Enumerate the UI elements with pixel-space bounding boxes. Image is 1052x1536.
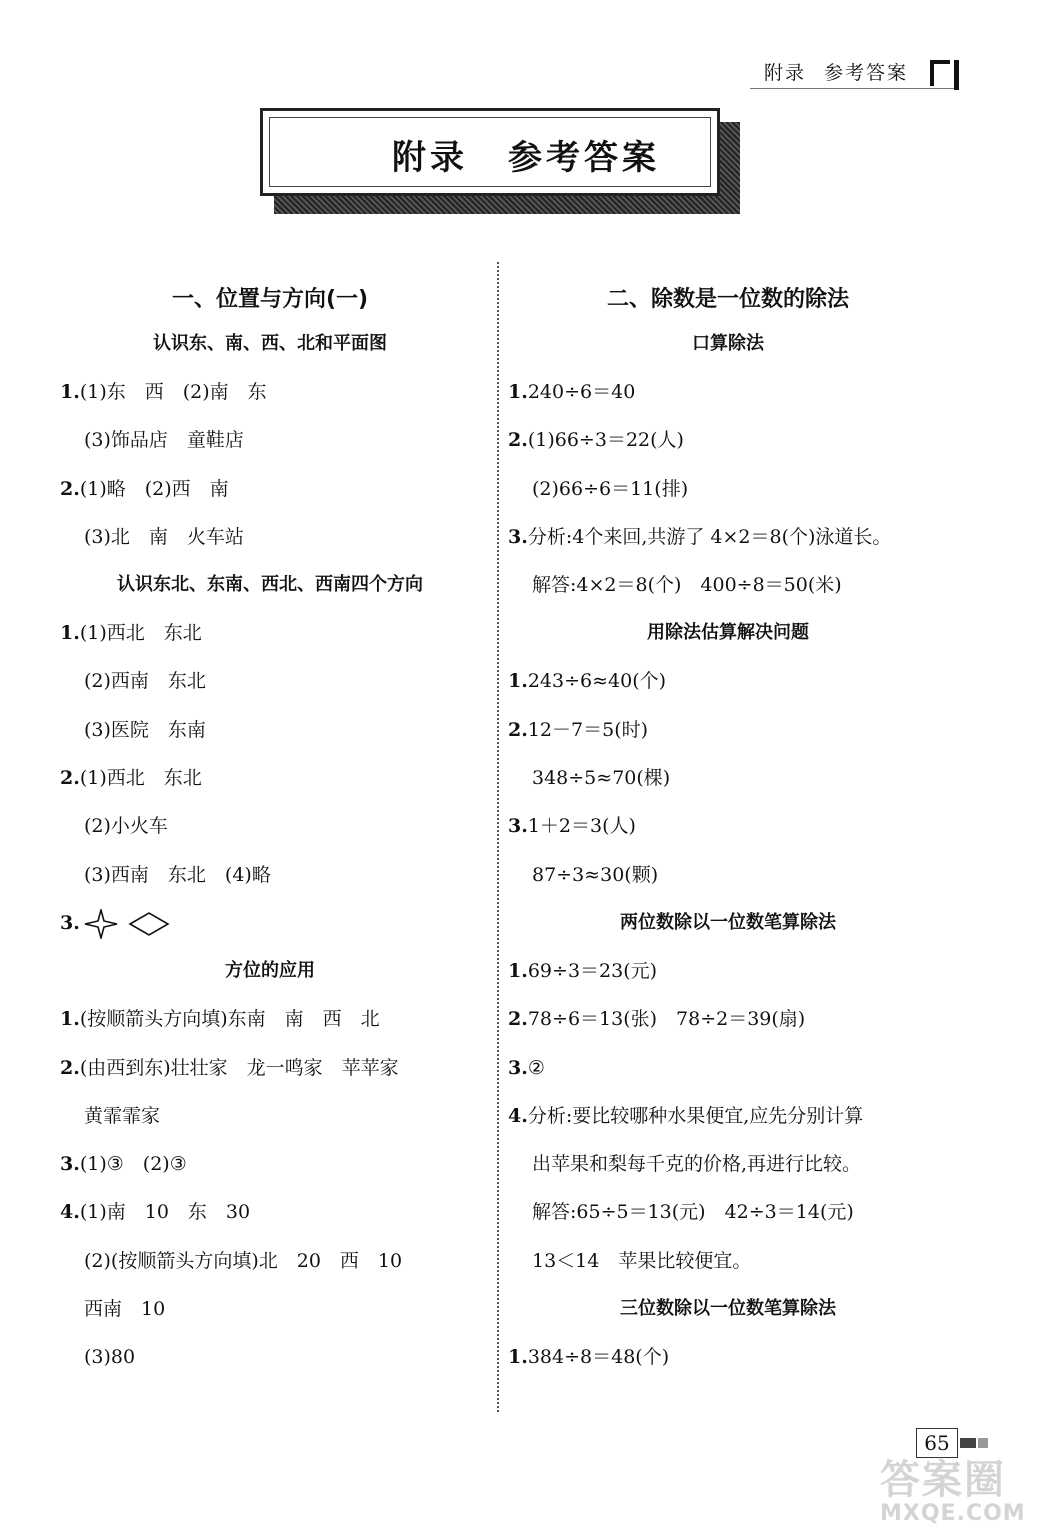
question-number: 2. <box>60 477 80 500</box>
answer-text: (1)66÷3＝22(人) <box>527 429 684 452</box>
answer-line <box>508 1188 948 1236</box>
page-number-decoration <box>978 1438 988 1448</box>
answer-line <box>60 416 480 464</box>
question-number: 3. <box>508 1056 528 1079</box>
answer-line <box>60 802 480 850</box>
question-number: 4. <box>60 1201 80 1224</box>
answer-text: (3)医院 东南 <box>84 718 206 741</box>
question-number: 4. <box>508 1104 528 1127</box>
left-answers <box>60 320 480 1382</box>
question-number: 1. <box>60 622 80 645</box>
answer-text: (2)小火车 <box>84 815 168 838</box>
page-number-decoration <box>960 1438 976 1448</box>
answer-text: (2)(按顺箭头方向填)北 20 西 10 <box>84 1249 403 1272</box>
answer-text: 西南 10 <box>84 1298 166 1321</box>
answer-line <box>508 561 948 609</box>
answer-line <box>60 1188 480 1236</box>
answer-line <box>60 1333 480 1381</box>
subsection-heading: 两位数除以一位数笔算除法 <box>620 911 836 933</box>
answer-text: 解答:4×2＝8(个) 400÷8＝50(米) <box>532 574 842 597</box>
section-title: 一、位置与方向(一) <box>171 287 369 312</box>
answer-text: (1)南 10 东 30 <box>79 1201 251 1224</box>
answer-text: 解答:65÷5＝13(元) 42÷3＝14(元) <box>532 1201 854 1224</box>
answer-text: 348÷5≈70(棵) <box>532 767 671 790</box>
answer-line <box>508 416 948 464</box>
question-number: 2. <box>60 1056 80 1079</box>
diamond-shape-icon <box>128 911 170 937</box>
answer-text: 1＋2＝3(人) <box>527 815 636 838</box>
title-part-a: 附录 <box>392 138 468 178</box>
answer-line <box>508 1140 948 1188</box>
right-answers <box>508 320 948 1381</box>
answer-text: (1)东 西 (2)南 东 <box>79 381 267 403</box>
header-rule <box>750 88 956 89</box>
answer-text: (3)80 <box>84 1346 136 1369</box>
answer-text: (按顺箭头方向填)东南 南 西 北 <box>79 1008 380 1031</box>
subsection-heading: 认识东、南、西、北和平面图 <box>153 333 387 354</box>
answer-line <box>508 706 948 754</box>
answer-line <box>508 657 948 705</box>
answer-text: 分析:4个来回,共游了 4×2＝8(个)泳道长。 <box>527 525 892 548</box>
title-part-b: 参考答案 <box>508 138 660 178</box>
answer-text: (由西到东)壮壮家 龙一鸣家 苹苹家 <box>79 1056 399 1079</box>
answer-text: 出苹果和梨每千克的价格,再进行比较。 <box>532 1153 862 1176</box>
subsection-heading: 认识东北、东南、西北、西南四个方向 <box>117 574 423 596</box>
answer-text: (1)西北 东北 <box>79 622 202 645</box>
answer-line <box>508 995 948 1043</box>
answer-line <box>60 1237 480 1285</box>
answer-text: 78÷6＝13(张) 78÷2＝39(扇) <box>527 1008 806 1031</box>
answer-line <box>508 947 948 995</box>
answer-text: (2)66÷6＝11(排) <box>532 477 689 500</box>
answer-text: (3)北 南 火车站 <box>84 525 244 548</box>
answer-line <box>60 1285 480 1333</box>
question-number: 1. <box>508 670 528 693</box>
answer-line <box>60 995 480 1043</box>
question-number: 3. <box>60 1153 80 1176</box>
answer-text: (2)西南 东北 <box>84 670 206 693</box>
answer-line <box>508 368 948 416</box>
header-appendix: 附录 <box>764 62 807 84</box>
right-column <box>508 280 948 1381</box>
answer-line <box>508 1044 948 1092</box>
question-number: 3. <box>508 525 528 548</box>
page-number: 65 <box>916 1428 958 1458</box>
answer-line <box>60 609 480 657</box>
answer-line <box>508 1237 948 1285</box>
answer-line <box>508 802 948 850</box>
answer-text: (3)西南 东北 (4)略 <box>84 863 271 886</box>
answer-line <box>508 513 948 561</box>
question-number: 2. <box>508 718 528 741</box>
question-number: 3. <box>508 815 528 838</box>
answer-text: (1)西北 东北 <box>79 767 202 790</box>
answer-line <box>60 465 480 513</box>
header-corner-mark <box>930 60 950 86</box>
answer-text: 240÷6＝40 <box>527 381 636 403</box>
answer-line <box>60 899 480 947</box>
watermark-logo <box>880 1448 1045 1528</box>
header-answers: 参考答案 <box>824 62 909 84</box>
question-number: 3. <box>60 911 80 934</box>
answer-text: 黄霏霏家 <box>84 1104 161 1127</box>
question-number: 1. <box>508 1346 528 1369</box>
answer-line <box>60 851 480 899</box>
answer-line <box>508 754 948 802</box>
answer-line <box>60 706 480 754</box>
answer-text: 243÷6≈40(个) <box>527 670 667 693</box>
watermark-text: 答案圈 <box>880 1457 1006 1503</box>
answer-text: (1)略 (2)西 南 <box>79 477 229 500</box>
answer-text: (3)饰品店 童鞋店 <box>84 429 244 452</box>
subsection-heading: 方位的应用 <box>225 960 315 982</box>
answer-line <box>508 1092 948 1140</box>
answer-line <box>60 513 480 561</box>
answer-line <box>60 1044 480 1092</box>
answer-text: 分析:要比较哪种水果便宜,应先分别计算 <box>527 1104 864 1127</box>
running-header <box>764 58 926 85</box>
answer-line <box>508 851 948 899</box>
answer-text: 69÷3＝23(元) <box>527 959 658 982</box>
answer-text: 12－7＝5(时) <box>527 718 649 741</box>
question-number: 2. <box>508 429 528 452</box>
question-number: 1. <box>508 959 528 982</box>
answer-line <box>508 1333 948 1381</box>
four-point-star-icon <box>84 909 118 939</box>
answer-text: ② <box>527 1056 545 1079</box>
answer-text: 87÷3≈30(颗) <box>532 863 659 886</box>
watermark-url: MXQE.COM <box>880 1501 1026 1526</box>
question-number: 2. <box>60 767 80 790</box>
answer-text: 13＜14 苹果比较便宜。 <box>532 1249 752 1272</box>
subsection-heading: 用除法估算解决问题 <box>647 622 809 644</box>
answer-text: (1)③ (2)③ <box>79 1153 187 1176</box>
subsection-heading: 三位数除以一位数笔算除法 <box>620 1298 836 1320</box>
answer-line <box>60 368 480 416</box>
question-number: 2. <box>508 1008 528 1031</box>
answer-line <box>60 1140 480 1188</box>
answer-line <box>60 754 480 802</box>
column-divider <box>497 262 499 1412</box>
section-title: 二、除数是一位数的除法 <box>606 287 849 312</box>
left-column <box>60 280 480 1382</box>
subsection-heading: 口算除法 <box>692 333 764 354</box>
answer-text: 384÷8＝48(个) <box>527 1346 670 1369</box>
answer-line <box>60 1092 480 1140</box>
answer-line <box>60 657 480 705</box>
question-number: 1. <box>60 1008 80 1031</box>
page-title <box>0 130 1052 179</box>
answer-line <box>508 465 948 513</box>
question-number: 1. <box>60 381 80 403</box>
question-number: 1. <box>508 381 528 403</box>
